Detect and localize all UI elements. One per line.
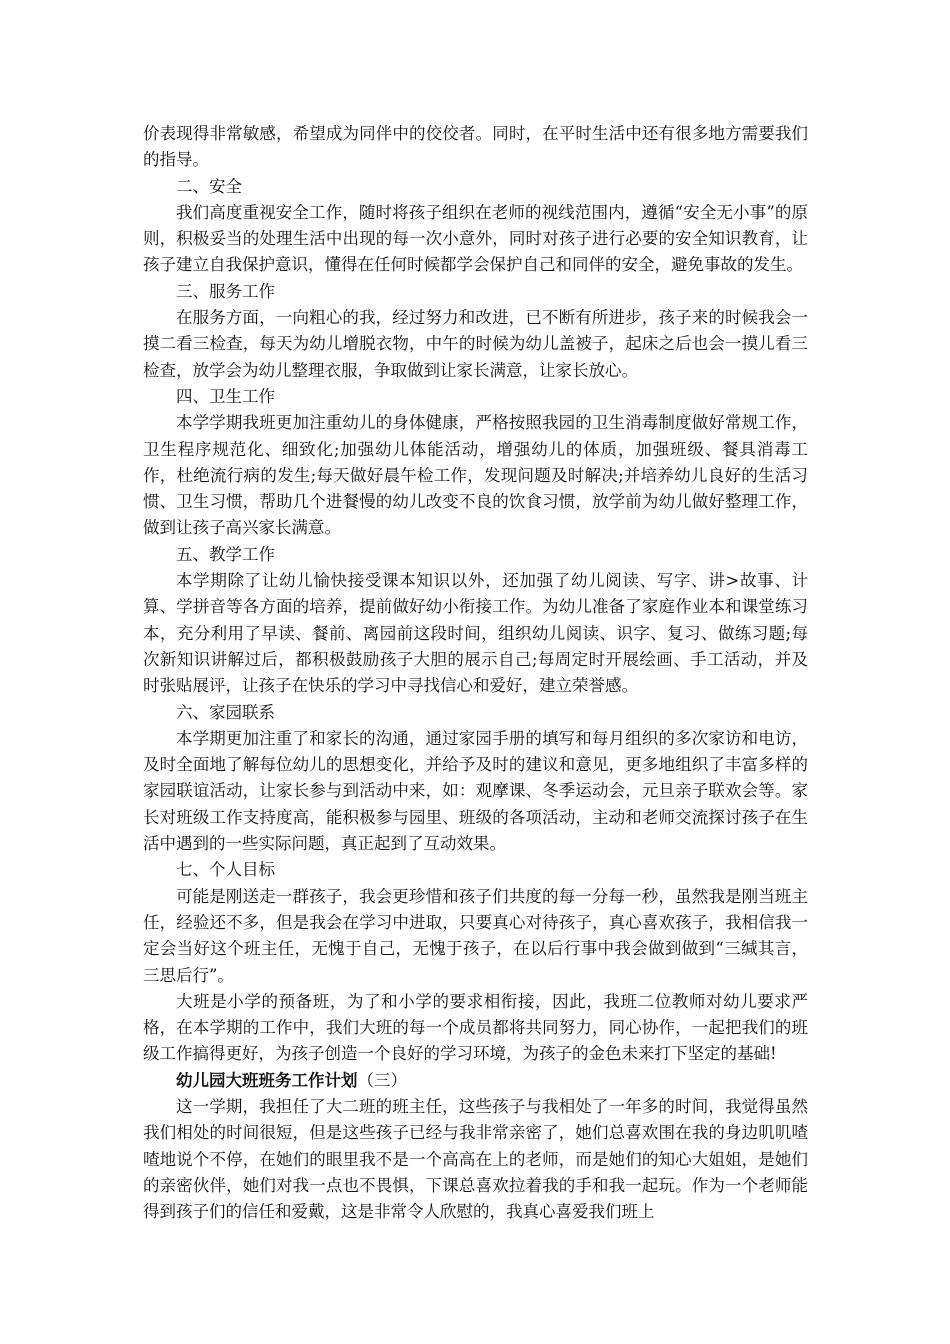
paragraph-safety: 我们高度重视安全工作，随时将孩子组织在老师的视线范围内，遵循“安全无小事”的原则，积极妥当的处理生活中出现的每一次小意外，同时对孩子进行必要的安全知识教育，让孩子建立自我保护意识，懂得在任何时候都学会保护自己和同伴的安全，避免事故的发生。 xyxy=(143,202,808,275)
document-title xyxy=(143,1068,808,1094)
paragraph-intro: 这一学期，我担任了大二班的班主任，这些孩子与我相处了一年多的时间，我觉得虽然我们相处的时间很短，但是这些孩子已经与我非常亲密了，她们总喜欢围在我的身边叽叽喳喳地说个不停，在她们的眼里我不是一个高高在上的老师，而是她们的知心大姐姐，是她们的亲密伙伴，她们对我一点也不畏惧，下课总喜欢拉着我的手和我一起玩。作为一个老师能得到孩子们的信任和爱戴，这是非常令人欣慰的，我真心喜爱我们班上 xyxy=(143,1096,808,1222)
section-heading-safety: 二、安全 xyxy=(176,176,242,196)
paragraph-hygiene: 本学学期我班更加注重幼儿的身体健康，严格按照我园的卫生消毒制度做好常规工作，卫生程序规范化、细致化;加强幼儿体能活动，增强幼儿的体质，加强班级、餐具消毒工作，杜绝流行病的发生;每天做好晨午检工作，发现问题及时解决;并培养幼儿良好的生活习惯、卫生习惯，帮助几个进餐慢的幼儿改变不良的饮食习惯，放学前为幼儿做好整理工作，做到让孩子高兴家长满意。 xyxy=(143,413,808,538)
document-title-suffix: （三） xyxy=(357,1070,407,1090)
section-heading-service: 三、服务工作 xyxy=(176,281,275,301)
paragraph-continuation: 价表现得非常敏感，希望成为同伴中的佼佼者。同时，在平时生活中还有很多地方需要我们的指导。 xyxy=(143,124,808,170)
paragraph-service: 在服务方面，一向粗心的我，经过努力和改进，已不断有所进步，孩子来的时候我会一摸二看三检查，每天为幼儿增脱衣物，中午的时候为幼儿盖被子，起床之后也会一摸儿看三检查，放学会为幼儿整理衣服，争取做到让家长满意，让家长放心。 xyxy=(143,308,808,380)
section-heading-home-school: 六、家园联系 xyxy=(176,702,275,722)
paragraph-teaching: 本学期除了让幼儿愉快接受课本知识以外，还加强了幼儿阅读、写字、讲>故事、计算、学拼音等各方面的培养，提前做好幼小衔接工作。为幼儿准备了家庭作业本和课堂练习本，充分利用了早读、餐前、离园前这段时间，组织幼儿阅读、识字、复习、做练习题;每次新知识讲解过后，都积极鼓励孩子大胆的展示自己;每周定时开展绘画、手工活动，并及时张贴展评，让孩子在快乐的学习中寻找信心和爱好，建立荣誉感。 xyxy=(143,571,808,696)
paragraph-conclusion: 大班是小学的预备班，为了和小学的要求相衔接，因此，我班二位教师对幼儿要求严格，在本学期的工作中，我们大班的每一个成员都将共同努力，同心协作，一起把我们的班级工作搞得更好，为孩子创造一个良好的学习环境，为孩子的金色未来打下坚定的基础! xyxy=(143,991,808,1064)
section-heading-hygiene: 四、卫生工作 xyxy=(176,386,275,406)
document-title-text: 幼儿园大班班务工作计划 xyxy=(176,1070,358,1090)
section-heading-personal-goals: 七、个人目标 xyxy=(176,860,275,880)
paragraph-personal-goals: 可能是刚送走一群孩子，我会更珍惜和孩子们共度的每一分每一秒，虽然我是刚当班主任，经验还不多，但是我会在学习中进取，只要真心对待孩子，真心喜欢孩子，我相信我一定会当好这个班主任，无愧于自己，无愧于孩子，在以后行事中我会做到做到“三缄其言，三思后行”。 xyxy=(143,886,808,985)
section-heading-teaching: 五、教学工作 xyxy=(176,544,275,564)
document-page xyxy=(143,121,808,1225)
paragraph-home-school: 本学期更加注重了和家长的沟通，通过家园手册的填写和每月组织的多次家访和电访，及时全面地了解每位幼儿的思想变化，并给予及时的建议和意见，更多地组织了丰富多样的家园联谊活动，让家长参与到活动中来，如：观摩课、冬季运动会，元旦亲子联欢会等。家长对班级工作支持度高，能积极参与园里、班级的各项活动，主动和老师交流探讨孩子在生活中遇到的一些实际问题，真正起到了互动效果。 xyxy=(143,728,808,854)
